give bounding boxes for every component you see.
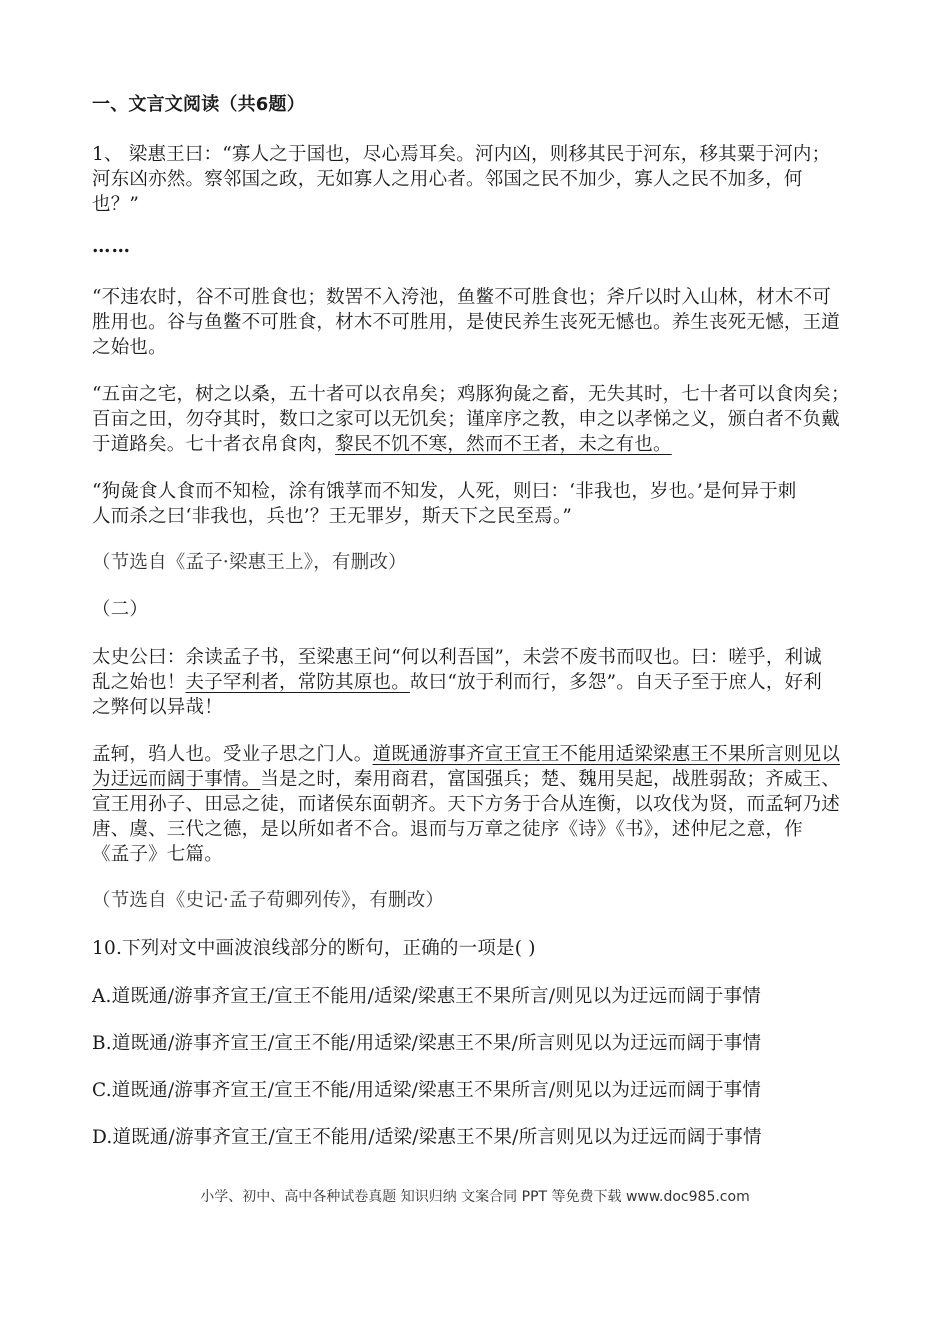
paragraph-line — [92, 432, 872, 458]
wavy-underlined-passage: 道既通游事齐宣王宣王不能用适梁梁惠王不果所言则见以 — [372, 744, 841, 765]
wavy-underlined-passage: 为迂远而阔于事情。 — [92, 769, 261, 790]
paragraph-line: “狗彘食人食而不知检，涂有饿莩而不知发，人死，则曰：‘非我也，岁也。’是何异于刺 — [92, 481, 797, 502]
paragraph-line: 之始也。 — [92, 337, 167, 358]
plain-text: 当是之时，秦用商君，富国强兵；楚、魏用吴起，战胜弱敌；齐威王、 — [260, 769, 841, 790]
underlined-sentence: 夫子罕利者，常防其原也。 — [185, 672, 410, 693]
q1-line-3: 也？” — [92, 194, 140, 215]
underlined-sentence: 黎民不饥不寒，然而不王者，未之有也。 — [335, 434, 672, 455]
plain-text: 乱之始也！ — [92, 672, 186, 693]
page-footer: 小学、初中、高中各种试卷真题 知识归纳 文案合同 PPT 等免费下载 www.doc985.com — [200, 1189, 750, 1205]
paragraph-line: 胜用也。谷与鱼鳖不可胜食，材木不可胜用，是使民养生丧死无憾也。养生丧死无憾，王道 — [92, 312, 841, 333]
q1-line-1: 1、 梁惠王曰：“寡人之于国也，尽心焉耳矣。河内凶，则移其民于河东，移其粟于河内； — [92, 144, 831, 165]
ellipsis: …… — [92, 236, 131, 257]
plain-text: 孟轲，驺人也。受业子思之门人。 — [92, 744, 373, 765]
source-citation-2: （节选自《史记·孟子荀卿列传》，有删改） — [92, 890, 445, 911]
paragraph-line: “五亩之宅，树之以桑，五十者可以衣帛矣；鸡豚狗彘之畜，无失其时，七十者可以食肉矣； — [92, 384, 850, 405]
paragraph-line: 宣王用孙子、田忌之徒，而诸侯东面朝齐。天下方务于合从连衡，以攻伐为贤，而孟轲乃述 — [92, 794, 841, 815]
paragraph-line: 太史公曰：余读孟子书，至梁惠王问“何以利吾国”，未尝不废书而叹也。曰：嗟乎，利诚 — [92, 647, 822, 668]
paragraph-line: “不违农时，谷不可胜食也；数罟不入洿池，鱼鳖不可胜食也；斧斤以时入山林，材木不可 — [92, 287, 831, 308]
option-b[interactable]: B.道既通/游事齐宣王/宣王不能/用适梁/梁惠王不果/所言则见以为迂远而阔于事情 — [92, 1033, 762, 1054]
plain-text: 故曰“放于利而行，多怨”。自天子至于庶人，好利 — [409, 672, 822, 693]
q1-line-2: 河东凶亦然。察邻国之政，无如寡人之用心者。邻国之民不加少，寡人之民不加多，何 — [92, 169, 803, 190]
paragraph-line: 《孟子》七篇。 — [92, 844, 223, 865]
option-c[interactable]: C.道既通/游事齐宣王/宣王不能/用适梁/梁惠王不果所言/则见以为迂远而阔于事情 — [92, 1080, 762, 1101]
paragraph-line — [92, 767, 872, 793]
part-two-label: （二） — [92, 599, 149, 620]
source-citation-1: （节选自《孟子·梁惠王上》，有删改） — [92, 552, 407, 573]
plain-text: 于道路矣。七十者衣帛食肉， — [92, 434, 336, 455]
paragraph-line: 唐、虞、三代之德，是以所如者不合。退而与万章之徒序《诗》《书》，述仲尼之意，作 — [92, 819, 803, 840]
option-d[interactable]: D.道既通/游事齐宣王/宣王不能用/适梁/梁惠王不果/所言则见以为迂远而阔于事情 — [92, 1127, 762, 1148]
question-10-stem: 10.下列对文中画波浪线部分的断句，正确的一项是( ) — [92, 938, 536, 959]
paragraph-line: 百亩之田，勿夺其时，数口之家可以无饥矣；谨庠序之教，申之以孝悌之义，颁白者不负戴 — [92, 409, 841, 430]
paragraph-line — [92, 670, 872, 696]
paragraph-line: 之弊何以异哉！ — [92, 697, 223, 718]
paragraph-line: 人而杀之曰‘非我也，兵也’？王无罪岁，斯天下之民至焉。” — [92, 506, 573, 527]
option-a[interactable]: A.道既通/游事齐宣王/宣王不能用/适梁/梁惠王不果所言/则见以为迂远而阔于事情 — [92, 986, 761, 1007]
paragraph-line — [92, 742, 872, 768]
section-title: 一、文言文阅读（共6题） — [92, 94, 305, 115]
